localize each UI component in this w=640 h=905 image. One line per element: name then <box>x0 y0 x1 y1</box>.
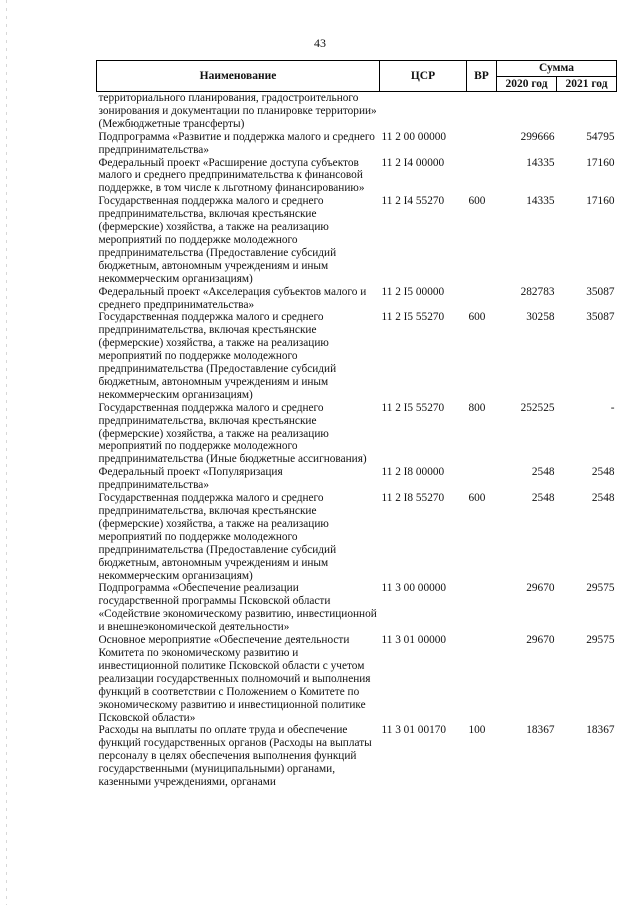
table-row <box>97 724 617 789</box>
row-csr: 11 2 I5 55270 <box>381 401 445 414</box>
row-sum-2020: 18367 <box>526 724 555 737</box>
row-name: Федеральный проект «Популяризация предпринимательства» <box>98 466 283 492</box>
row-vr: 600 <box>468 195 486 208</box>
table-row <box>97 286 617 312</box>
row-csr: 11 2 00 00000 <box>381 130 447 143</box>
header-year-2020: 2020 год <box>497 76 557 92</box>
row-sum-2020: 299666 <box>520 130 555 143</box>
header-vr: ВР <box>467 61 497 92</box>
row-sum-2021: 29575 <box>586 634 615 647</box>
row-sum-2021 <box>557 92 617 131</box>
table-row <box>97 92 617 131</box>
row-vr <box>467 466 497 492</box>
scan-artifact-line <box>6 0 7 905</box>
row-sum-2021: 2548 <box>591 492 615 505</box>
row-csr: 11 2 I4 55270 <box>381 195 445 208</box>
row-name: Подпрограмма «Обеспечение реализации государственной программы Псковской области «Содействие экономическому развитию, инвестиционной и внешнеэкономической деятельности» <box>98 582 377 634</box>
row-sum-2020: 29670 <box>526 634 555 647</box>
table-row <box>97 131 617 157</box>
row-name: территориального планирования, градостроительного зонирования и документации по планировке территории» (Межбюджетные трансферты) <box>98 92 377 130</box>
row-csr: 11 2 I4 00000 <box>381 156 445 169</box>
row-sum-2020: 29670 <box>526 582 555 595</box>
row-csr <box>380 92 467 131</box>
row-vr <box>467 157 497 196</box>
row-vr: 600 <box>468 311 486 324</box>
row-sum-2021: 2548 <box>591 466 615 479</box>
row-csr: 11 2 I8 55270 <box>381 492 445 505</box>
row-sum-2021: 35087 <box>586 311 615 324</box>
row-sum-2020: 282783 <box>520 285 555 298</box>
table-row <box>97 195 617 285</box>
row-name: Государственная поддержка малого и среднего предпринимательства, включая крестьянские (фермерские) хозяйства, а также на реализацию мероприятий по поддержке молодежного предпринимательства (Предоставление субсидий бюджетным, автономным учреждениям и иным некоммерческим организациям) <box>98 311 337 401</box>
row-sum-2020: 252525 <box>520 401 555 414</box>
row-csr: 11 2 I5 55270 <box>381 311 445 324</box>
row-sum-2020: 14335 <box>526 156 555 169</box>
page-number: 43 <box>314 36 326 50</box>
row-sum-2020: 14335 <box>526 195 555 208</box>
row-csr: 11 3 01 00000 <box>381 634 447 647</box>
row-sum-2021: 54795 <box>586 130 615 143</box>
row-name: Государственная поддержка малого и среднего предпринимательства, включая крестьянские (фермерские) хозяйства, а также на реализацию мероприятий по поддержке молодежного предпринимательства (Предоставление субсидий бюджетным, автономным учреждениям и иным некоммерческим организациям) <box>98 492 337 582</box>
row-name: Подпрограмма «Развитие и поддержка малого и среднего предпринимательства» <box>98 130 375 156</box>
table-row <box>97 311 617 401</box>
row-vr <box>467 582 497 634</box>
table-body <box>97 92 617 789</box>
header-sum: Сумма <box>497 61 617 77</box>
row-sum-2020 <box>497 92 557 131</box>
row-csr: 11 3 01 00170 <box>381 724 447 737</box>
table-row <box>97 634 617 724</box>
row-sum-2020: 30258 <box>526 311 555 324</box>
table-row <box>97 157 617 196</box>
row-sum-2021: 29575 <box>586 582 615 595</box>
row-name: Федеральный проект «Расширение доступа субъектов малого и среднего предпринимательства к финансовой поддержке, в том числе к льготному финансированию» <box>98 156 365 195</box>
row-vr: 100 <box>468 724 486 737</box>
row-sum-2021: 18367 <box>586 724 615 737</box>
row-vr <box>467 634 497 724</box>
row-vr: 800 <box>468 401 486 414</box>
row-sum-2020: 2548 <box>531 466 555 479</box>
table-row <box>97 492 617 582</box>
row-vr: 600 <box>468 492 486 505</box>
row-csr: 11 2 I5 00000 <box>381 285 445 298</box>
header-csr: ЦСР <box>380 61 467 92</box>
row-name: Федеральный проект «Акселерация субъектов малого и среднего предпринимательства» <box>98 285 367 311</box>
budget-table <box>96 60 617 789</box>
table-header <box>97 61 617 92</box>
header-year-2021: 2021 год <box>557 76 617 92</box>
row-csr: 11 2 I8 00000 <box>381 466 445 479</box>
row-sum-2021: 17160 <box>586 156 615 169</box>
row-sum-2021: - <box>610 401 615 414</box>
table-row <box>97 466 617 492</box>
header-name: Наименование <box>97 61 380 92</box>
row-csr: 11 3 00 00000 <box>381 582 447 595</box>
row-name: Расходы на выплаты по оплате труда и обеспечение функций государственных органов (Расходы на выплаты персоналу в целях обеспечения выполнения функций государственными (муниципальными) органами, казенными учреждениями, органами <box>98 724 372 789</box>
row-sum-2021: 35087 <box>586 285 615 298</box>
row-sum-2020: 2548 <box>531 492 555 505</box>
row-vr <box>467 286 497 312</box>
row-name: Государственная поддержка малого и среднего предпринимательства, включая крестьянские (фермерские) хозяйства, а также на реализацию мероприятий по поддержке молодежного предпринимательства (Предоставление субсидий бюджетным, автономным учреждениям и иным некоммерческим организациям) <box>98 195 337 285</box>
row-vr <box>467 92 497 131</box>
table-row <box>97 402 617 467</box>
row-vr <box>467 131 497 157</box>
row-name: Государственная поддержка малого и среднего предпринимательства, включая крестьянские (фермерские) хозяйства, а также на реализацию мероприятий по поддержке молодежного предпринимательства (Иные бюджетные ассигнования) <box>98 401 367 466</box>
row-name: Основное мероприятие «Обеспечение деятельности Комитета по экономическому развитию и инвестиционной политике Псковской области с учетом реализации государственных полномочий и выполнения функций в соответствии с Положением о Комитете по экономическому развитию и инвестиционной политике Псковской области» <box>98 634 371 724</box>
table-row <box>97 582 617 634</box>
row-sum-2021: 17160 <box>586 195 615 208</box>
